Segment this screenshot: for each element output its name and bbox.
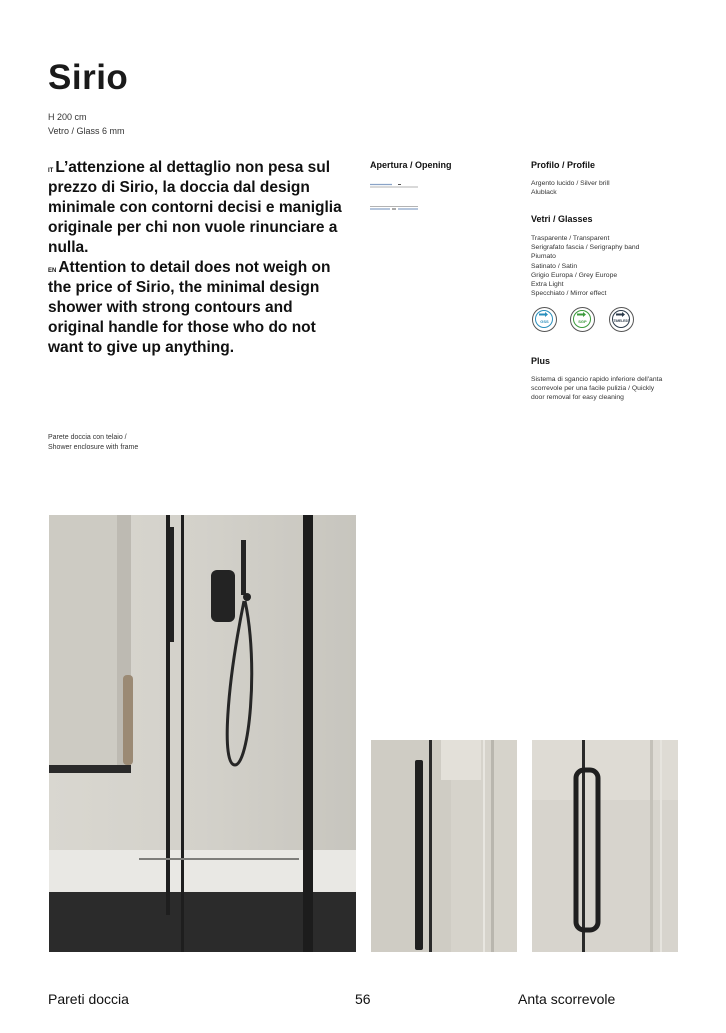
list-item: Specchiato / Mirror effect [531, 290, 607, 298]
handle-detail-photo-2 [532, 740, 678, 952]
sliding-door-diagram-icon [370, 182, 420, 190]
caption-line-1: Parete doccia con telaio / [48, 434, 127, 441]
list-item: Argento lucido / Silver brill [531, 180, 610, 187]
opening-heading: Apertura / Opening [370, 160, 452, 170]
badge-label: TIMELESS [613, 319, 630, 323]
intro-it [48, 159, 342, 256]
plus-line: door removal for easy cleaning [531, 394, 624, 402]
plus-line: Sistema di sgancio rapido inferiore dell'anta [531, 376, 663, 383]
sgp-badge-icon [570, 307, 595, 332]
glasses-list [531, 234, 639, 298]
list-item: Satinato / Satin [531, 262, 578, 270]
intro-it-text: L’attenzione al dettaglio non pesa sul prezzo di Sirio, la doccia dal design minimale con contorni decisi e maniglia originale per chi non vuole rinunciare a nulla. [48, 159, 342, 256]
gss-badge-icon [532, 307, 557, 332]
badge-label: GSS [540, 319, 549, 324]
list-item: Grigio Europa / Grey Europe [531, 271, 618, 279]
plus-heading: Plus [531, 356, 551, 366]
lang-tag-en: EN [48, 268, 57, 274]
intro-en [48, 259, 330, 356]
main-shower-photo [49, 515, 356, 952]
page-title: Sirio [48, 58, 129, 97]
profile-heading: Profilo / Profile [531, 160, 596, 170]
spec-glass: Vetro / Glass 6 mm [48, 126, 125, 136]
page-number: 56 [355, 991, 371, 1007]
plus-text [531, 375, 662, 403]
list-item: Trasparente / Transparent [531, 235, 610, 242]
list-item: Piumato [531, 253, 556, 261]
list-item: Alublack [531, 189, 557, 197]
plus-line: scorrevole per una facile pulizia / Quickly [531, 385, 655, 393]
handle-detail-photo-1 [371, 740, 517, 952]
specs [48, 110, 125, 138]
badge-label: SGP [578, 319, 587, 324]
profile-list [531, 179, 610, 197]
glasses-heading: Vetri / Glasses [531, 214, 593, 224]
intro-en-text: Attention to detail does not weigh on the price of Sirio, the minimal design shower with strong contours and original handle for those who do not want to give up anything. [48, 259, 331, 356]
caption-line-2: Shower enclosure with frame [48, 443, 139, 451]
footer-section: Pareti doccia [48, 991, 129, 1007]
lang-tag-it: IT [48, 168, 54, 174]
timeless-badge-icon [609, 307, 634, 332]
sliding-door-diagram-icon [370, 204, 420, 212]
spec-height: H 200 cm [48, 112, 87, 122]
photo-caption [48, 433, 138, 452]
footer-chapter: Anta scorrevole [518, 991, 616, 1007]
intro-text [48, 158, 348, 358]
list-item: Serigrafato fascia / Serigraphy band [531, 244, 640, 252]
list-item: Extra Light [531, 281, 564, 289]
